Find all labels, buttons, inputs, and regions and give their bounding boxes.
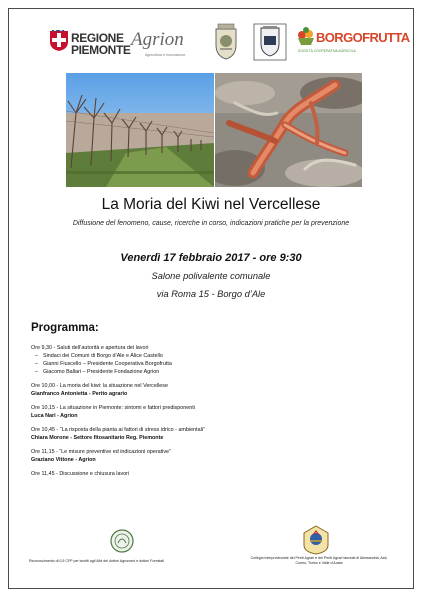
- collegio-line1: Collegio interprovinciale dei Periti Agrari e dei Periti Agrari laureati di Alessandria, Asti,: [250, 556, 388, 560]
- kiwi-root-photo: [215, 73, 362, 187]
- event-date: Venerdì 17 febbraio 2017 - ore 9:30: [120, 252, 302, 264]
- program-heading: Programma:: [31, 322, 99, 334]
- alice-castello-crest-icon: [253, 23, 287, 61]
- item-speaker: Chiara Morone - Settore fitosanitario Reg. Piemonte: [31, 435, 164, 441]
- program-item: [31, 382, 391, 398]
- borgofrutta-wordmark: BORGOFRUTTA: [316, 30, 410, 45]
- item-text: - Saluti dell’autorità e apertura dei lavori: [51, 345, 149, 351]
- program-list: [31, 344, 391, 482]
- periti-agrari-seal-icon: [303, 525, 329, 555]
- program-item: [31, 344, 391, 376]
- kiwi-orchard-photo: [66, 73, 214, 187]
- event-venue: Salone polivalente comunale: [151, 271, 271, 281]
- flyer-page: [8, 8, 414, 589]
- item-speaker: Luca Nari - Agrion: [31, 413, 78, 419]
- program-item: [31, 404, 391, 420]
- agronomi-seal-icon: [110, 529, 134, 553]
- event-address: via Roma 15 - Borgo d’Ale: [156, 289, 266, 299]
- borgofrutta-tagline: SOCIETÀ COOPERATIVA AGRICOLA: [298, 49, 356, 53]
- item-time: Ore 11,45: [31, 471, 55, 477]
- item-bullet: – Gianni Fiuscello – Presidente Cooperativa Borgofrutta: [31, 360, 391, 368]
- agrion-logo: [131, 23, 205, 63]
- collegio-note: [229, 556, 409, 567]
- item-time: Ore 10,15: [31, 405, 55, 411]
- borgo-dale-crest-icon: [213, 23, 239, 61]
- regione-line2: PIEMONTE: [71, 43, 131, 57]
- program-item: [31, 448, 391, 464]
- program-item: [31, 426, 391, 442]
- item-text: - “La risposta della pianta ai fattori di stress idrico - ambientali”: [54, 427, 205, 433]
- item-speaker: Graziano Vittone - Agrion: [31, 457, 96, 463]
- item-text: - La situazione in Piemonte: sintomi e fattori predisponenti: [54, 405, 195, 411]
- regione-piemonte-logo: [49, 27, 131, 59]
- regione-shield-icon: [49, 30, 69, 52]
- page-title: La Moria del Kiwi nel Vercellese: [101, 196, 321, 213]
- item-time: Ore 11,15: [31, 449, 55, 455]
- item-speaker: Gianfranco Antonietta - Perito agrario: [31, 391, 128, 397]
- item-text: - “Le misure preventive ed indicazioni operative”: [54, 449, 171, 455]
- item-text: - Discussione e chiusura lavori: [54, 471, 130, 477]
- item-text: - La moria del kiwi: la situazione nel Vercellese: [54, 383, 168, 389]
- regione-line1: REGIONE: [71, 31, 124, 45]
- cfp-note: Riconoscimento di 0,5 CFP per iscritti agli Albi dei dottori Agronomi e dottori Forestali: [29, 559, 164, 563]
- item-bullet: – Giacomo Ballari – Presidente Fondazione Agrion: [31, 368, 391, 376]
- item-time: Ore 10,45: [31, 427, 55, 433]
- item-bullet: – Sindaci dei Comuni di Borgo d’Ale e Alice Castello: [31, 352, 391, 360]
- program-item: [31, 470, 391, 478]
- agrion-tagline: Agricoltura e innovazione: [145, 53, 186, 57]
- page-subtitle: Diffusione del fenomeno, cause, ricerche in corso, indicazioni pratiche per la prevenzione: [72, 220, 350, 227]
- fruit-basket-icon: [296, 25, 316, 47]
- logo-bar: [9, 23, 413, 67]
- item-time: Ore 9,30: [31, 345, 52, 351]
- collegio-line2: Cuneo, Torino e Valle d’Aosta: [295, 561, 343, 566]
- agrion-wordmark: Agrion: [131, 29, 184, 50]
- item-time: Ore 10,00: [31, 383, 55, 389]
- borgofrutta-logo: [294, 25, 410, 61]
